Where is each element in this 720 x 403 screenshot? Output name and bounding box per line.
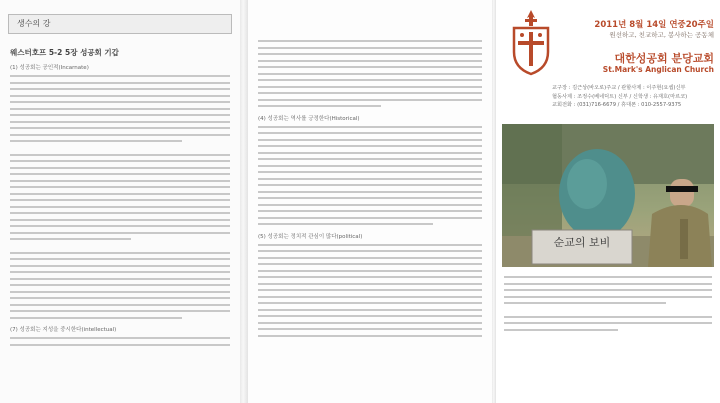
info-line: 협동사제 : 조정수(베네딕트) 신부 / 신학생 : 유재호(마르코) [552,93,688,100]
body-text [0,337,240,346]
church-motto: 원선하고, 친교하고, 봉사하는 공동체 [609,31,714,39]
memorial-photo [502,124,714,267]
body-text [0,75,240,319]
church-logo-icon [508,8,554,76]
info-line: 교회전화 : (031)716-6679 / 휴대폰 : 010-2557-9375 [552,102,682,108]
left-column [0,0,240,403]
subhead: (5) 성공회는 정치적 관심이 많다(political) [258,233,363,240]
info-line: 교구장 : 김근상(바오로)주교 / 관할사제 : 이주현(요셉)신부 [552,85,686,91]
photo-illustration [502,124,714,267]
church-info [552,84,716,110]
middle-column [248,0,492,403]
subhead: (7) 성공회는 지성을 중시한다(intellectual) [10,327,117,333]
body-text [248,40,492,107]
church-name-english: St.Mark's Anglican Church [602,65,714,74]
body-text [248,244,492,337]
right-column [496,0,720,403]
subhead: (1) 성공회는 공인적(Incarnate) [10,65,89,71]
church-name-korean: 대한성공회 분당교회 [614,52,714,65]
body-text [504,276,712,335]
page-gutter [240,0,248,403]
edition-date: 2011년 8월 14일 연중20주일 [594,20,714,30]
body-text [248,126,492,226]
subhead: (4) 성공회는 역사를 긍정한다(Historical) [258,115,360,122]
masthead [496,0,720,120]
section-title: 생수의 강 [8,14,232,34]
article-title: 웨스터호프 5-2 5장 성공회 기갑 [10,48,119,57]
memorial-stone-inscription: 순교의 보비 [553,236,611,249]
